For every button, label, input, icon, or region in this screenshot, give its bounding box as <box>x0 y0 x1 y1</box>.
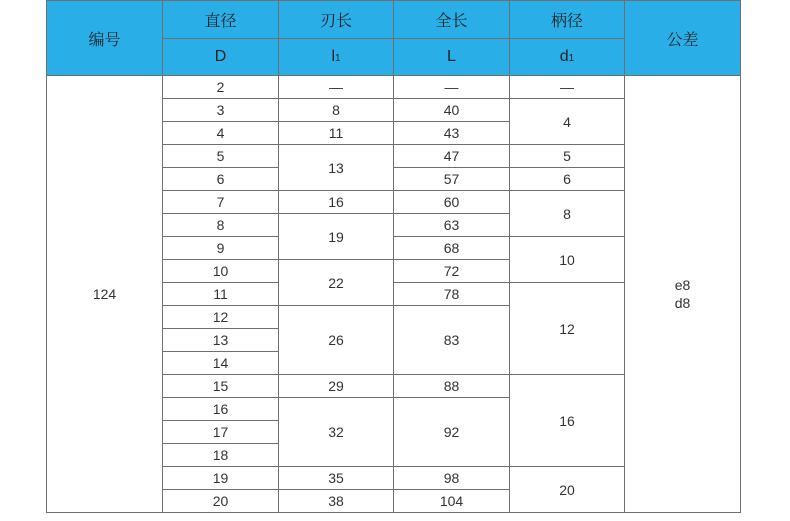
shank-cell: 16 <box>510 375 625 467</box>
diameter-cell: 6 <box>163 168 279 191</box>
blade-length-cell: 35 <box>279 467 394 490</box>
diameter-cell: 4 <box>163 122 279 145</box>
total-length-cell: 72 <box>394 260 510 283</box>
total-length-cell: 104 <box>394 490 510 513</box>
diameter-cell: 7 <box>163 191 279 214</box>
shank-cell: 10 <box>510 237 625 283</box>
blade-symbol-letter: l <box>331 48 335 65</box>
total-length-cell: 83 <box>394 306 510 375</box>
blade-length-cell: 16 <box>279 191 394 214</box>
header-total-symbol: L <box>394 39 510 76</box>
shank-cell: 20 <box>510 467 625 513</box>
shank-cell: 8 <box>510 191 625 237</box>
diameter-cell: 13 <box>163 329 279 352</box>
blade-length-cell: 22 <box>279 260 394 306</box>
tolerance-value: d8 <box>674 295 691 311</box>
header-shank-symbol <box>510 39 625 76</box>
header-blade-symbol <box>279 39 394 76</box>
spec-table <box>46 0 741 513</box>
diameter-cell: 11 <box>163 283 279 306</box>
total-length-cell: 88 <box>394 375 510 398</box>
diameter-cell: 16 <box>163 398 279 421</box>
header-shank: 柄径 <box>510 1 625 39</box>
diameter-cell: 2 <box>163 76 279 99</box>
shank-cell: — <box>510 76 625 99</box>
blade-length-cell: 11 <box>279 122 394 145</box>
blade-length-cell: 13 <box>279 145 394 191</box>
total-length-cell: 68 <box>394 237 510 260</box>
tolerance-cell <box>625 76 741 513</box>
header-diameter-symbol: D <box>163 39 279 76</box>
header-diameter: 直径 <box>163 1 279 39</box>
diameter-cell: 17 <box>163 421 279 444</box>
diameter-cell: 15 <box>163 375 279 398</box>
table-row <box>47 76 741 99</box>
header-code: 编号 <box>47 1 163 76</box>
shank-cell: 12 <box>510 283 625 375</box>
shank-cell: 5 <box>510 145 625 168</box>
diameter-cell: 8 <box>163 214 279 237</box>
blade-length-cell: 32 <box>279 398 394 467</box>
blade-length-cell: 29 <box>279 375 394 398</box>
blade-length-cell: 38 <box>279 490 394 513</box>
header-tolerance: 公差 <box>625 1 741 76</box>
shank-symbol-subscript: 1 <box>568 53 575 64</box>
shank-cell: 4 <box>510 99 625 145</box>
blade-length-cell: 19 <box>279 214 394 260</box>
code-cell: 124 <box>47 76 163 513</box>
shank-symbol-letter: d <box>559 48 569 65</box>
total-length-cell: 47 <box>394 145 510 168</box>
shank-cell: 6 <box>510 168 625 191</box>
total-length-cell: 98 <box>394 467 510 490</box>
total-length-cell: 78 <box>394 283 510 306</box>
diameter-cell: 3 <box>163 99 279 122</box>
diameter-cell: 14 <box>163 352 279 375</box>
total-length-cell: 60 <box>394 191 510 214</box>
blade-length-cell: 8 <box>279 99 394 122</box>
total-length-cell: 40 <box>394 99 510 122</box>
diameter-cell: 18 <box>163 444 279 467</box>
total-length-cell: — <box>394 76 510 99</box>
header-row <box>47 1 741 39</box>
total-length-cell: 63 <box>394 214 510 237</box>
blade-symbol-subscript: 1 <box>335 53 341 64</box>
diameter-cell: 10 <box>163 260 279 283</box>
tolerance-value: e8 <box>674 277 691 293</box>
header-blade-length: 刃长 <box>279 1 394 39</box>
diameter-cell: 12 <box>163 306 279 329</box>
total-length-cell: 57 <box>394 168 510 191</box>
blade-length-cell: — <box>279 76 394 99</box>
total-length-cell: 92 <box>394 398 510 467</box>
diameter-cell: 5 <box>163 145 279 168</box>
blade-length-cell: 26 <box>279 306 394 375</box>
diameter-cell: 19 <box>163 467 279 490</box>
total-length-cell: 43 <box>394 122 510 145</box>
diameter-cell: 9 <box>163 237 279 260</box>
header-total-length: 全长 <box>394 1 510 39</box>
diameter-cell: 20 <box>163 490 279 513</box>
